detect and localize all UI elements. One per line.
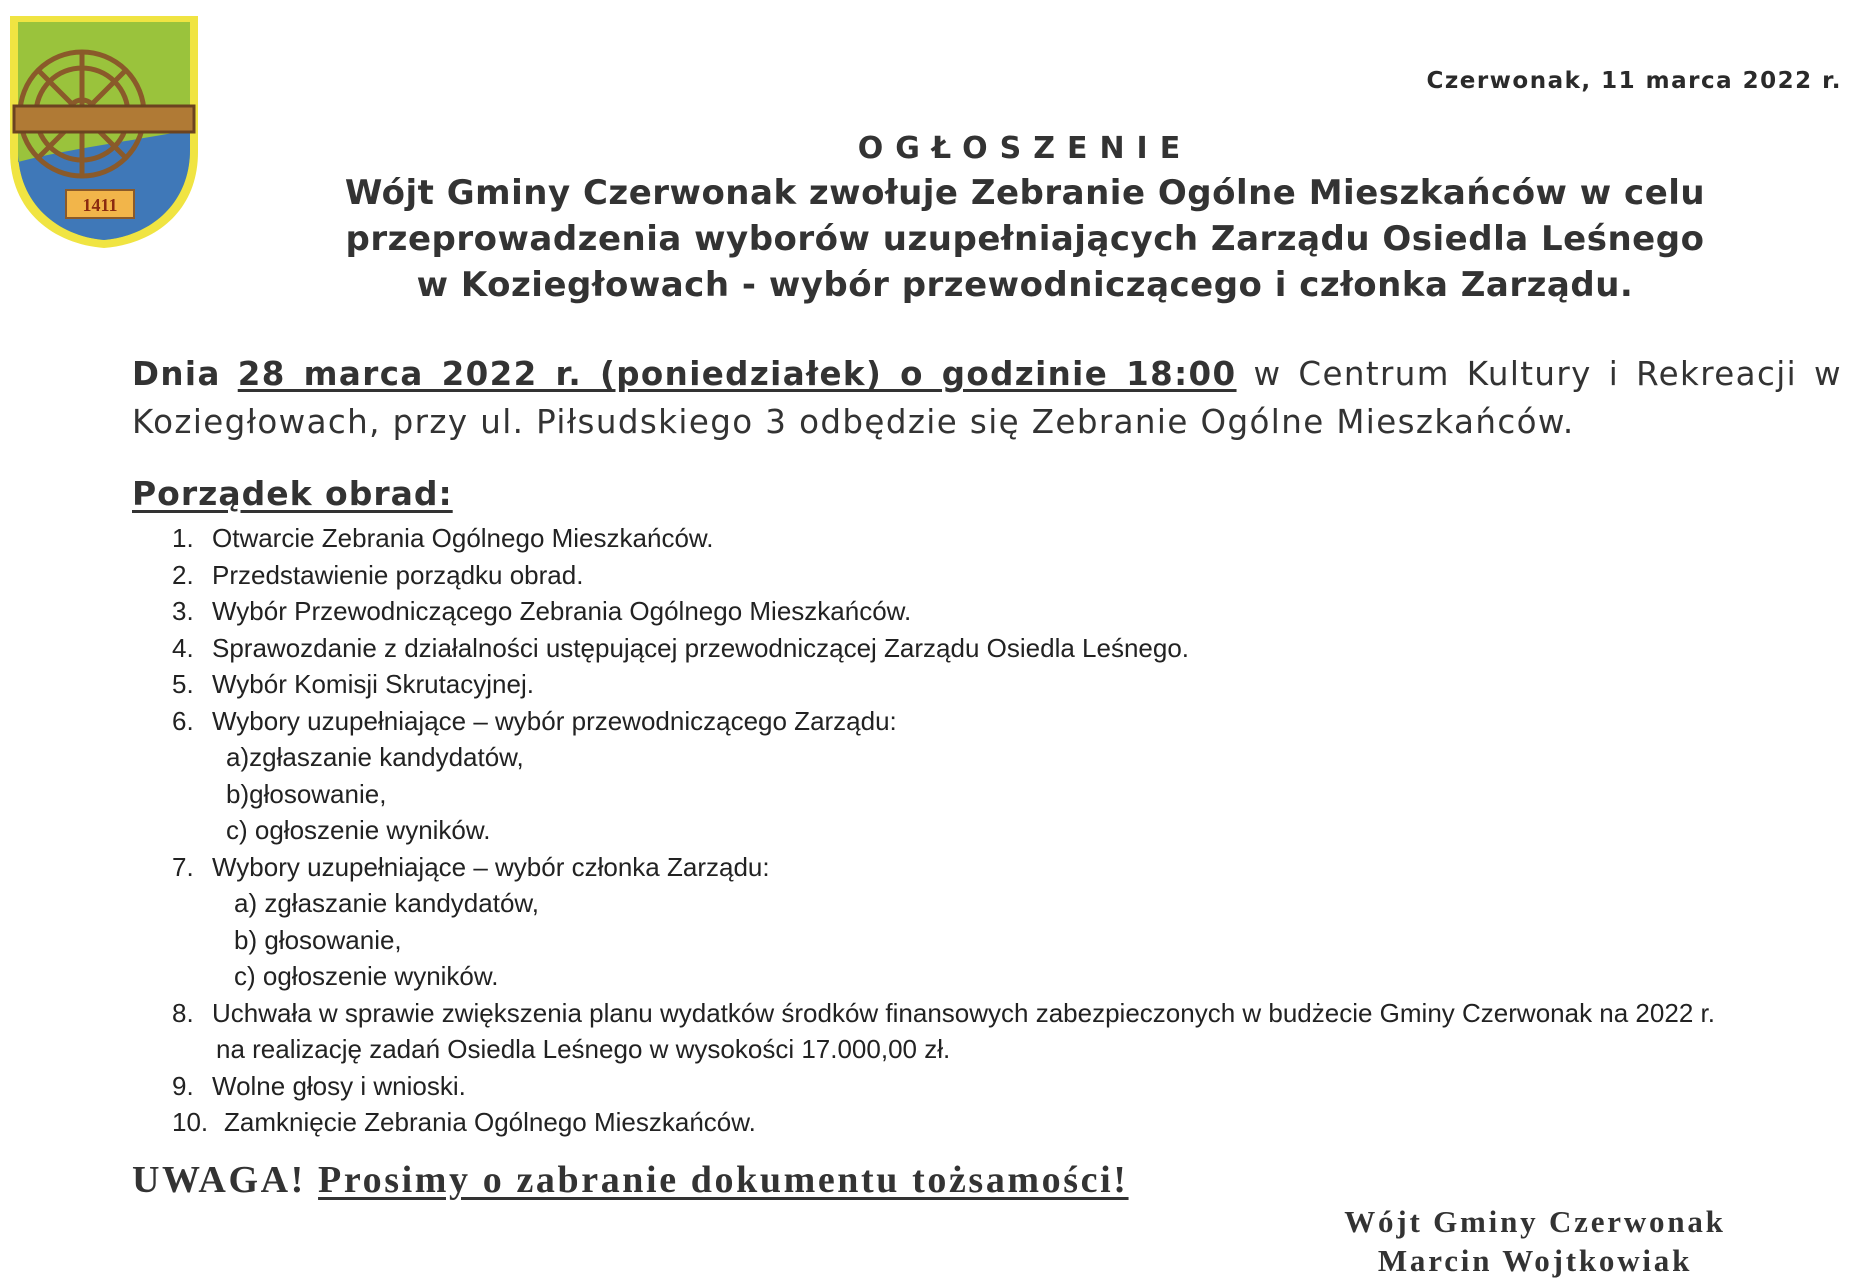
subtitle-line-1: Wójt Gminy Czerwonak zwołuje Zebranie Ogólne Mieszkańców w celu <box>344 173 1706 213</box>
warning-label: UWAGA! <box>132 1159 306 1201</box>
list-item: 1. Otwarcie Zebrania Ogólnego Mieszkańców. <box>172 523 714 553</box>
subtitle-line-2: przeprowadzenia wyborów uzupełniających Zarządu Osiedla Leśnego <box>345 219 1705 259</box>
list-item: 3. Wybór Przewodniczącego Zebrania Ogólnego Mieszkańców. <box>172 596 912 626</box>
page-title: OGŁOSZENIE <box>857 131 1193 166</box>
list-item: 10. Zamknięcie Zebrania Ogólnego Mieszkańców. <box>172 1107 756 1137</box>
list-item: 2. Przedstawienie porządku obrad. <box>172 559 584 590</box>
intro-prefix: Dnia <box>132 355 221 393</box>
warning-text: Prosimy o zabranie dokumentu tożsamości! <box>318 1159 1129 1201</box>
agenda-heading: Porządek obrad: <box>132 474 453 513</box>
sub-item: b) głosowanie, <box>234 924 402 955</box>
meeting-datetime: 28 marca 2022 r. (poniedziałek) o godzinie 18:00 <box>237 355 1237 393</box>
sub-item: c) ogłoszenie wyników. <box>234 961 499 991</box>
list-item: 9. Wolne głosy i wnioski. <box>172 1070 466 1101</box>
crest-year: 1411 <box>82 195 118 215</box>
coat-of-arms-icon <box>4 12 204 252</box>
signature-block <box>1330 1202 1740 1280</box>
date-line: Czerwonak, 11 marca 2022 r. <box>1426 68 1842 94</box>
list-item: 6. Wybory uzupełniające – wybór przewodniczącego Zarządu: <box>172 705 897 736</box>
list-item: 5. Wybór Komisji Skrutacyjnej. <box>172 669 534 699</box>
meeting-intro <box>132 350 1842 446</box>
sub-item: a)zgłaszanie kandydatów, <box>226 742 524 772</box>
signature-role: Wójt Gminy Czerwonak <box>1344 1204 1726 1239</box>
agenda-list <box>172 520 1852 1141</box>
signature-name: Marcin Wojtkowiak <box>1377 1243 1693 1278</box>
list-item-continuation: na realizację zadań Osiedla Leśnego w wysokości 17.000,00 zł. <box>216 1034 951 1064</box>
announcement-heading <box>340 128 1710 308</box>
list-item: 4. Sprawozdanie z działalności ustępującej przewodniczącej Zarządu Osiedla Leśnego. <box>172 632 1190 663</box>
list-item: 8. Uchwała w sprawie zwiększenia planu wydatków środków finansowych zabezpieczonych w budżecie Gminy Czerwonak na 2022 r. <box>172 997 1715 1028</box>
warning-note <box>132 1158 1129 1202</box>
sub-item: c) ogłoszenie wyników. <box>226 815 491 845</box>
list-item: 7. Wybory uzupełniające – wybór członka Zarządu: <box>172 851 770 882</box>
subtitle-line-3: w Koziegłowach - wybór przewodniczącego i członka Zarządu. <box>416 265 1634 305</box>
intro-rest: w Centrum Kultury i Rekreacji w Koziegłowach, przy ul. Piłsudskiego 3 odbędzie się Zebranie Ogólne Mieszkańców. <box>132 355 1843 441</box>
sub-item: b)głosowanie, <box>226 778 387 809</box>
sub-item: a) zgłaszanie kandydatów, <box>234 888 539 918</box>
coat-of-arms <box>4 12 204 252</box>
